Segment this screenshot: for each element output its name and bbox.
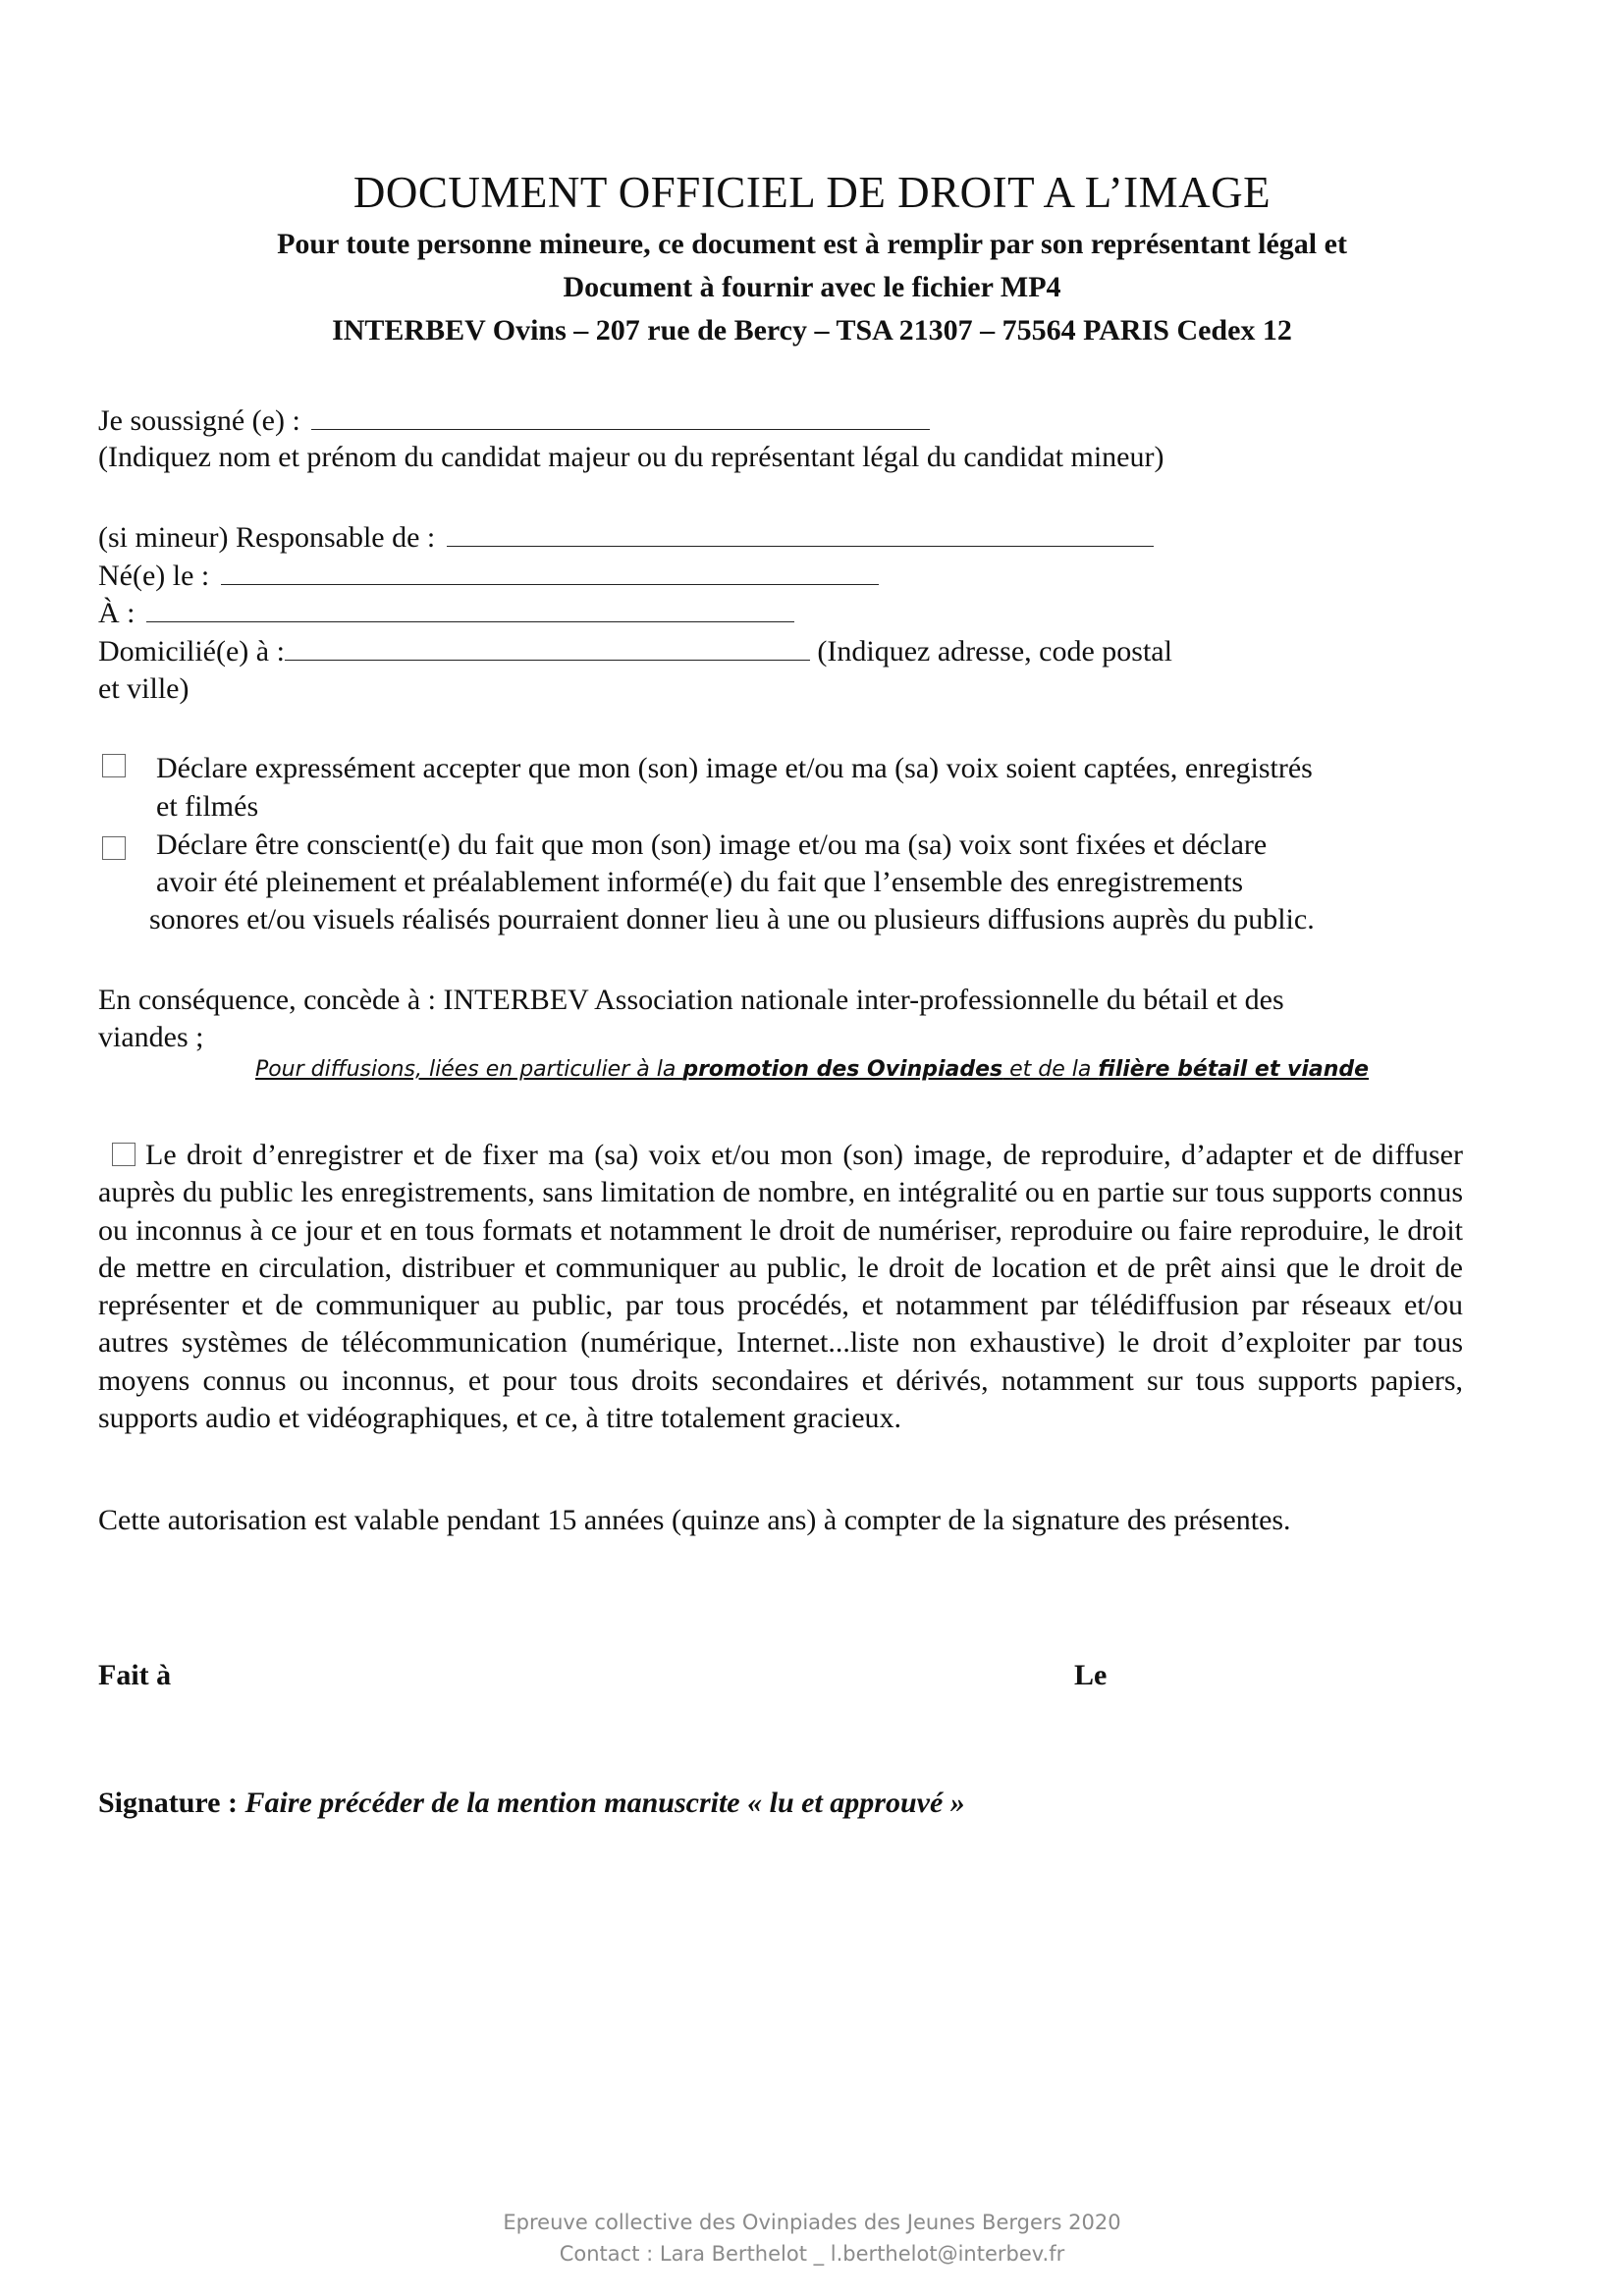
diffusion-note-part-3: et de la [1002, 1057, 1099, 1082]
concession-line-1: En conséquence, concède à : INTERBEV Association nationale inter-professionnelle du bétail et des [98, 984, 1284, 1016]
birthplace-label: À : [98, 597, 135, 629]
birthdate-field[interactable] [221, 559, 879, 585]
subtitle-line-2: Document à fournir avec le fichier MP4 [563, 271, 1061, 303]
address-label: Domicilié(e) à : [98, 635, 285, 667]
fait-a-label: Fait à [98, 1659, 172, 1691]
birthplace-row [98, 596, 794, 630]
subtitle-line-1: Pour toute personne mineure, ce document est à remplir par son représentant légal et [277, 228, 1347, 260]
birthplace-field[interactable] [146, 596, 794, 622]
rights-paragraph [98, 1137, 1463, 1437]
diffusion-note-part-2: promotion des Ovinpiades [682, 1057, 1003, 1082]
concession-line-2: viandes ; [98, 1021, 204, 1053]
address-hint-continued: et ville) [98, 672, 189, 705]
date-label: Le [1074, 1659, 1108, 1691]
diffusion-note [0, 1057, 1624, 1082]
address-field[interactable] [285, 634, 810, 661]
footer-contact: Contact : Lara Berthelot _ l.berthelot@interbev.fr [559, 2242, 1065, 2266]
validity-statement: Cette autorisation est valable pendant 15 années (quinze ans) à compter de la signature des présentes. [98, 1504, 1291, 1536]
rights-checkbox[interactable] [112, 1143, 135, 1166]
address-hint: (Indiquez adresse, code postal [817, 635, 1172, 667]
document-title: DOCUMENT OFFICIEL DE DROIT A L’IMAGE [352, 168, 1272, 217]
consent-awareness-line-3: sonores et/ou visuels réalisés pourraient donner lieu à une ou plusieurs diffusions auprès du public. [149, 903, 1315, 935]
soussigne-hint: (Indiquez nom et prénom du candidat majeur ou du représentant légal du candidat mineur) [98, 441, 1164, 473]
birthdate-label: Né(e) le : [98, 560, 210, 592]
consent-awareness-checkbox[interactable] [102, 836, 126, 860]
consent-awareness-line-1: Déclare être conscient(e) du fait que mon (son) image et/ou ma (sa) voix sont fixées et déclare [156, 828, 1268, 861]
signature-label: Signature : [98, 1787, 238, 1819]
soussigne-label: Je soussigné (e) : [98, 404, 300, 437]
signature-instruction: Faire précéder de la mention manuscrite « lu et approuvé » [244, 1787, 965, 1819]
responsable-field[interactable] [447, 520, 1154, 547]
consent-capture-line-2: et filmés [156, 790, 259, 823]
diffusion-note-part-4: filière bétail et viande [1098, 1057, 1370, 1082]
rights-text: Le droit d’enregistrer et de fixer ma (sa) voix et/ou mon (son) image, de reproduire, d’adapter et de diffuser auprès du public les enregistrements, sans limitation de nombre, en intégralité ou en partie sur tous supports connus ou inconnus à ce jour et en tous formats et notamment le droit de numériser, reproduire ou faire reproduire, le droit de mettre en circulation, distribuer et communiquer au public, le droit de location et de prêt ainsi que le droit de représenter et de communiquer au public, par tous procédés, et notamment par télédiffusion par réseaux et/ou autres systèmes de télécommunication (numérique, Internet...liste non exhaustive) le droit d’exploiter par tous moyens connus ou inconnus, et pour tous droits secondaires et dérivés, notamment sur tous supports papiers, supports audio et vidéographiques, et ce, à titre totalement gracieux. [98, 1139, 1463, 1435]
address-row [98, 634, 1172, 668]
consent-capture-checkbox[interactable] [102, 754, 126, 777]
birthdate-row [98, 559, 879, 593]
signature-row [98, 1787, 965, 1820]
responsable-label: (si mineur) Responsable de : [98, 521, 436, 554]
footer-event: Epreuve collective des Ovinpiades des Jeunes Bergers 2020 [503, 2211, 1121, 2234]
diffusion-note-part-1: Pour diffusions, liées en particulier à la [254, 1057, 683, 1082]
soussigne-row [98, 403, 930, 438]
responsable-row [98, 520, 1154, 555]
consent-capture-line-1: Déclare expressément accepter que mon (son) image et/ou ma (sa) voix soient captées, enregistrés [156, 752, 1313, 784]
subtitle-line-3-address: INTERBEV Ovins – 207 rue de Bercy – TSA 21307 – 75564 PARIS Cedex 12 [332, 314, 1292, 347]
consent-awareness-line-2: avoir été pleinement et préalablement informé(e) du fait que l’ensemble des enregistrements [156, 866, 1244, 898]
soussigne-field[interactable] [311, 403, 930, 430]
